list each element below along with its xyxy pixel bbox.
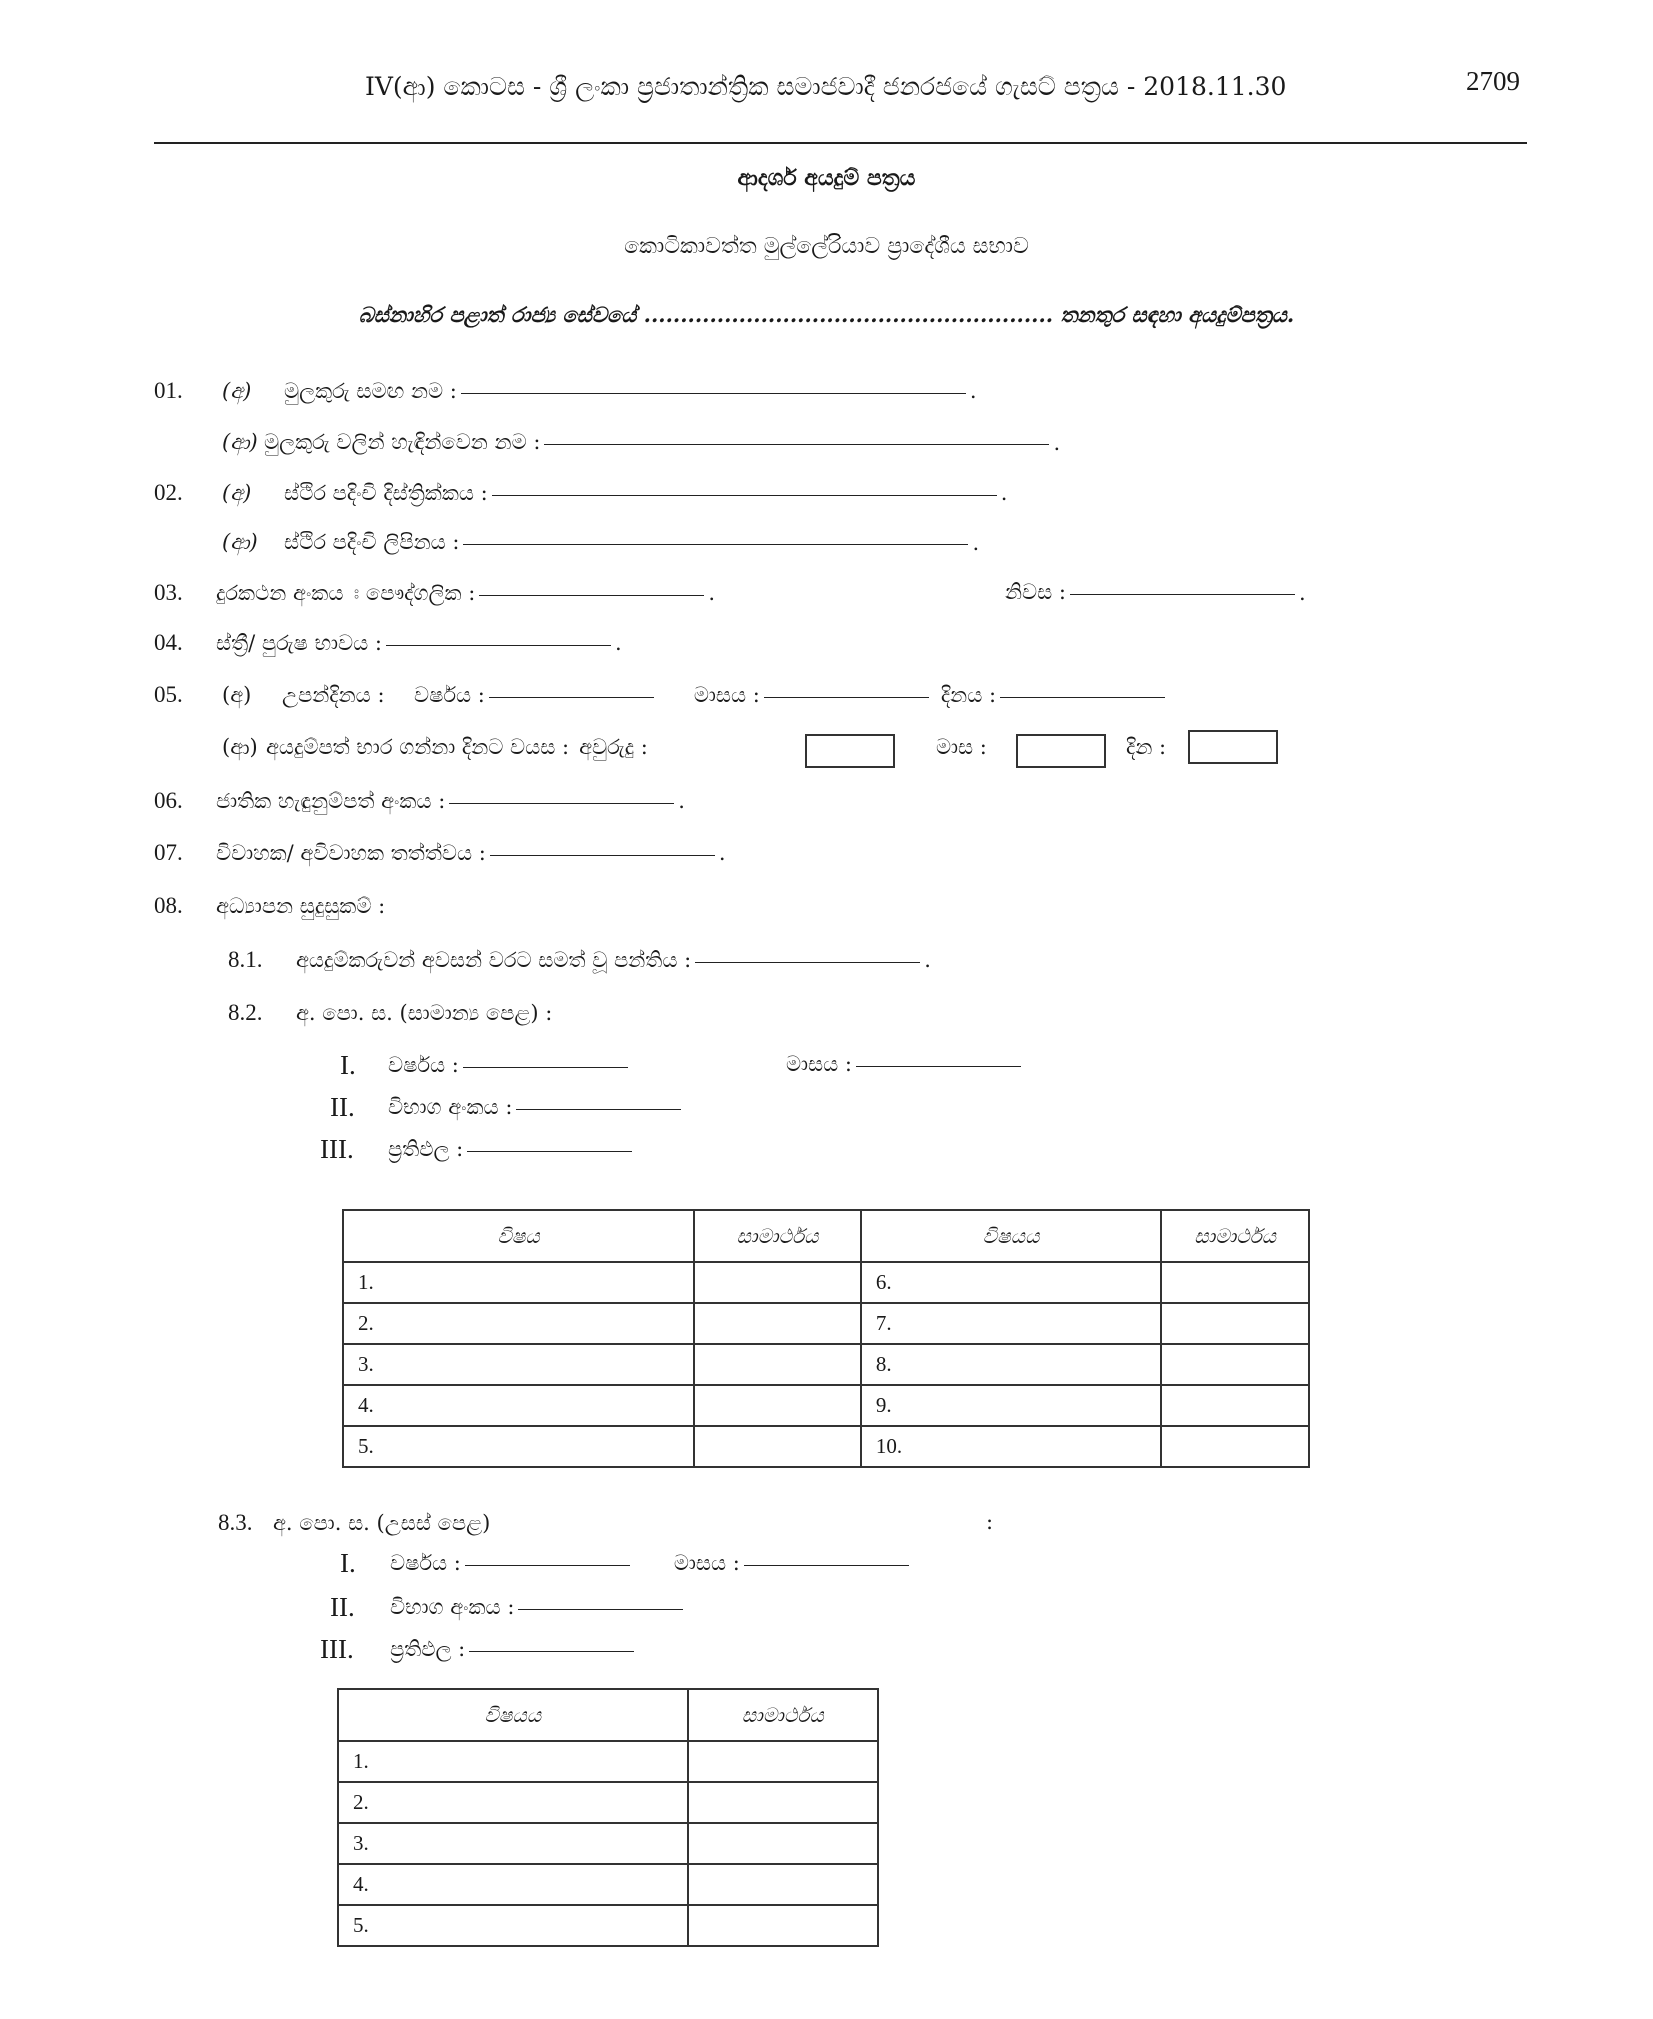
- ol-results-field[interactable]: [467, 1151, 632, 1152]
- ol-year-field[interactable]: [463, 1067, 628, 1068]
- al-results-row: [320, 1634, 638, 1665]
- table-cell[interactable]: [694, 1426, 861, 1467]
- table-cell[interactable]: 3.: [338, 1823, 688, 1864]
- q02a-field[interactable]: [492, 495, 997, 496]
- post-line: බස්නාහිර පළාත් රාජ්‍ය සේවයේ ........................................................ තනතුර සඳහා අයදුම්පත්‍රය.: [358, 302, 1295, 327]
- q02b-text: ස්ථිර පදිංචි ලිපිනය :: [284, 530, 460, 554]
- table-row: [338, 1823, 878, 1864]
- q04-row: 04. ස්ත්‍රී/ පුරුෂ භාවය : .: [154, 630, 622, 655]
- q05a-day-label: දිනය :: [940, 682, 997, 707]
- ol-header-subject-2: විෂයය: [861, 1210, 1161, 1262]
- gazette-header: IV(ආ) කොටස - ශ්‍රී ලංකා ප්‍රජාතාන්ත්‍රික සමාජවාදී ජනරජයේ ගැසට් පත්‍රය - 2018.11.30: [365, 72, 1287, 101]
- q06-text: ජාතික හැඳුනුම්පත් අංකය :: [216, 788, 446, 813]
- q01-number: 01.: [154, 378, 183, 403]
- q01b-row: (ආ) මුලකුරු වලින් හැඳින්වෙන නම : .: [222, 430, 1061, 455]
- q03-text: දුරකථන අංකය ඃ පෞද්ගලික :: [216, 580, 476, 605]
- table-row: [338, 1782, 878, 1823]
- al-roman-2: II.: [330, 1592, 355, 1622]
- q02a-label: (අ): [222, 480, 252, 505]
- q82-number: 8.2.: [228, 1000, 263, 1025]
- q08-row: [154, 893, 385, 919]
- table-row: [338, 1905, 878, 1946]
- table-cell[interactable]: [1161, 1303, 1309, 1344]
- table-row: [343, 1344, 1309, 1385]
- al-index-row: [330, 1592, 687, 1623]
- table-cell[interactable]: 2.: [343, 1303, 694, 1344]
- q05b-row: [222, 735, 648, 760]
- al-roman-1: I.: [340, 1548, 356, 1578]
- q06-number: 06.: [154, 788, 183, 813]
- q83-text: අ. පො. ස. (උසස් පෙළ): [273, 1510, 491, 1535]
- q82-row: [228, 1000, 552, 1026]
- q01a-text: මුලකුරු සමඟ නම :: [284, 378, 457, 403]
- q03-home-field[interactable]: [1070, 594, 1295, 595]
- al-results-label: ප්‍රතිඵල :: [390, 1637, 466, 1661]
- q07-field[interactable]: [490, 855, 715, 856]
- q04-field[interactable]: [386, 645, 611, 646]
- table-cell[interactable]: 8.: [861, 1344, 1161, 1385]
- table-cell[interactable]: [694, 1262, 861, 1303]
- ol-index-row: [330, 1092, 685, 1123]
- table-cell[interactable]: [1161, 1262, 1309, 1303]
- table-cell[interactable]: [688, 1905, 878, 1946]
- q81-text: අයදුම්කරුවන් අවසන් වරට සමත් වූ පන්තිය :: [296, 947, 692, 972]
- q05b-years-label: අවුරුදු :: [579, 735, 648, 759]
- table-row: [343, 1262, 1309, 1303]
- al-header-grade: සාමාර්ථය: [688, 1689, 878, 1741]
- al-header-subject: විෂයය: [338, 1689, 688, 1741]
- table-cell[interactable]: 5.: [343, 1426, 694, 1467]
- table-cell[interactable]: 1.: [338, 1741, 688, 1782]
- ol-header-grade-2: සාමාර්ථය: [1161, 1210, 1309, 1262]
- ol-header-subject: විෂය: [343, 1210, 694, 1262]
- q02a-text: ස්ථිර පදිංචි දිස්ත්‍රික්කය :: [284, 480, 488, 505]
- q01a-row: 01. (අ) මුලකුරු සමඟ නම : .: [154, 378, 977, 403]
- q81-number: 8.1.: [228, 947, 263, 972]
- table-cell[interactable]: 3.: [343, 1344, 694, 1385]
- table-cell[interactable]: [688, 1782, 878, 1823]
- table-cell[interactable]: 1.: [343, 1262, 694, 1303]
- q08-number: 08.: [154, 893, 183, 918]
- table-row: [343, 1385, 1309, 1426]
- q83-colon: :: [986, 1510, 994, 1534]
- ol-roman-1: I.: [340, 1050, 356, 1080]
- table-cell[interactable]: [694, 1344, 861, 1385]
- table-row: [343, 1303, 1309, 1344]
- table-cell[interactable]: 10.: [861, 1426, 1161, 1467]
- q83-row: [218, 1510, 490, 1536]
- form-title: ආදර්ශ අයදුම් පත්‍රය: [737, 165, 916, 191]
- q05a-month-label: මාසය :: [693, 682, 760, 707]
- table-cell[interactable]: [688, 1741, 878, 1782]
- q02b-field[interactable]: [463, 544, 968, 545]
- ol-index-field[interactable]: [516, 1109, 681, 1110]
- table-cell[interactable]: [1161, 1385, 1309, 1426]
- al-results-field[interactable]: [469, 1651, 634, 1652]
- q05b-months-box[interactable]: [1016, 734, 1106, 768]
- ol-month-label: මාසය :: [786, 1052, 852, 1076]
- table-cell[interactable]: 4.: [343, 1385, 694, 1426]
- q01a-field[interactable]: [461, 393, 966, 394]
- q01b-field[interactable]: [544, 444, 1049, 445]
- q81-row: 8.1. අයදුම්කරුවන් අවසන් වරට සමත් වූ පන්තිය : .: [228, 947, 931, 972]
- table-row: [343, 1426, 1309, 1467]
- q02a-row: 02. (අ) ස්ථිර පදිංචි දිස්ත්‍රික්කය : .: [154, 480, 1008, 505]
- table-cell[interactable]: [694, 1303, 861, 1344]
- al-results-table: [337, 1688, 879, 1947]
- q05a-row: [154, 682, 1169, 708]
- form-subtitle: කොටිකාවත්ත මුල්ලේරියාව ප්‍රාදේශීය සභාව: [624, 234, 1029, 259]
- al-index-field[interactable]: [518, 1609, 683, 1610]
- q06-row: 06. ජාතික හැඳුනුම්පත් අංකය : .: [154, 788, 685, 813]
- ol-month-row: [786, 1052, 1025, 1077]
- q03-home-row: නිවස : .: [1005, 580, 1306, 605]
- header-rule: [154, 142, 1527, 144]
- q01a-label: (අ): [222, 378, 252, 403]
- page-number: 2709: [1466, 66, 1520, 96]
- q05b-days-label: දින :: [1126, 735, 1167, 759]
- ol-roman-2: II.: [330, 1092, 355, 1122]
- q05a-text: උපන්දිනය :: [282, 682, 385, 707]
- q08-text: අධ්‍යාපන සුදුසුකම් :: [216, 893, 386, 918]
- q05a-day-field[interactable]: [1000, 697, 1165, 698]
- q81-field[interactable]: [695, 962, 920, 963]
- ol-year-label: වර්ෂය :: [388, 1053, 459, 1077]
- q04-text: ස්ත්‍රී/ පුරුෂ භාවය :: [216, 630, 382, 655]
- q83-number: 8.3.: [218, 1510, 253, 1535]
- q05a-year-label: වර්ෂය :: [414, 682, 485, 707]
- table-cell[interactable]: [1161, 1426, 1309, 1467]
- al-roman-3: III.: [320, 1634, 354, 1664]
- table-cell[interactable]: 9.: [861, 1385, 1161, 1426]
- al-month-field[interactable]: [744, 1565, 909, 1566]
- q03-row: 03. දුරකථන අංකය ඃ පෞද්ගලික : .: [154, 580, 715, 605]
- q01b-text: මුලකුරු වලින් හැඳින්වෙන නම :: [264, 430, 541, 454]
- q05b-text: අයදුම්පත් භාර ගන්නා දිනට වයස :: [266, 735, 570, 759]
- q06-field[interactable]: [449, 803, 674, 804]
- q05a-month-field[interactable]: [764, 697, 929, 698]
- table-cell[interactable]: 7.: [861, 1303, 1161, 1344]
- al-year-row: [340, 1548, 913, 1579]
- ol-results-table: [342, 1209, 1310, 1468]
- ol-year-row: [340, 1050, 632, 1081]
- table-cell[interactable]: [694, 1385, 861, 1426]
- table-cell[interactable]: 2.: [338, 1782, 688, 1823]
- q05b-label: (ආ): [222, 735, 258, 759]
- q02b-label: (ආ): [222, 530, 258, 554]
- q03-number: 03.: [154, 580, 183, 605]
- al-month-label: මාසය :: [673, 1551, 740, 1575]
- q02-number: 02.: [154, 480, 183, 505]
- al-table-header: [338, 1689, 878, 1741]
- q82-text: අ. පො. ස. (සාමාන්‍ය පෙළ) :: [296, 1000, 553, 1025]
- q05b-years-box[interactable]: [805, 734, 895, 768]
- q05b-days-box[interactable]: [1188, 730, 1278, 764]
- q05a-year-field[interactable]: [489, 697, 654, 698]
- ol-index-label: විභාග අංකය :: [388, 1095, 513, 1119]
- q07-text: විවාහක/ අවිවාහක තත්ත්වය :: [216, 840, 486, 865]
- q05b-months-label: මාස :: [936, 735, 987, 759]
- q01b-label: (ආ): [222, 430, 258, 454]
- table-cell[interactable]: [1161, 1344, 1309, 1385]
- q07-row: 07. විවාහක/ අවිවාහක තත්ත්වය : .: [154, 840, 726, 865]
- table-cell[interactable]: 4.: [338, 1864, 688, 1905]
- table-cell[interactable]: [688, 1823, 878, 1864]
- q03-home-label: නිවස :: [1005, 580, 1067, 604]
- ol-header-grade: සාමාර්ථය: [694, 1210, 861, 1262]
- table-row: [338, 1864, 878, 1905]
- table-cell[interactable]: [688, 1864, 878, 1905]
- al-index-label: විභාග අංකය :: [390, 1595, 515, 1619]
- q05a-label: (අ): [222, 682, 252, 707]
- ol-month-field[interactable]: [856, 1066, 1021, 1067]
- table-cell[interactable]: 5.: [338, 1905, 688, 1946]
- al-year-label: වර්ෂය :: [390, 1551, 461, 1575]
- q03-personal-field[interactable]: [479, 595, 704, 596]
- table-cell[interactable]: 6.: [861, 1262, 1161, 1303]
- q04-number: 04.: [154, 630, 183, 655]
- ol-table-header: [343, 1210, 1309, 1262]
- ol-results-label: ප්‍රතිඵල :: [388, 1137, 464, 1161]
- ol-roman-3: III.: [320, 1134, 354, 1164]
- q07-number: 07.: [154, 840, 183, 865]
- al-year-field[interactable]: [465, 1565, 630, 1566]
- ol-results-row: [320, 1134, 636, 1165]
- q02b-row: (ආ) ස්ථිර පදිංචි ලිපිනය : .: [222, 530, 980, 555]
- table-row: [338, 1741, 878, 1782]
- q05-number: 05.: [154, 682, 183, 707]
